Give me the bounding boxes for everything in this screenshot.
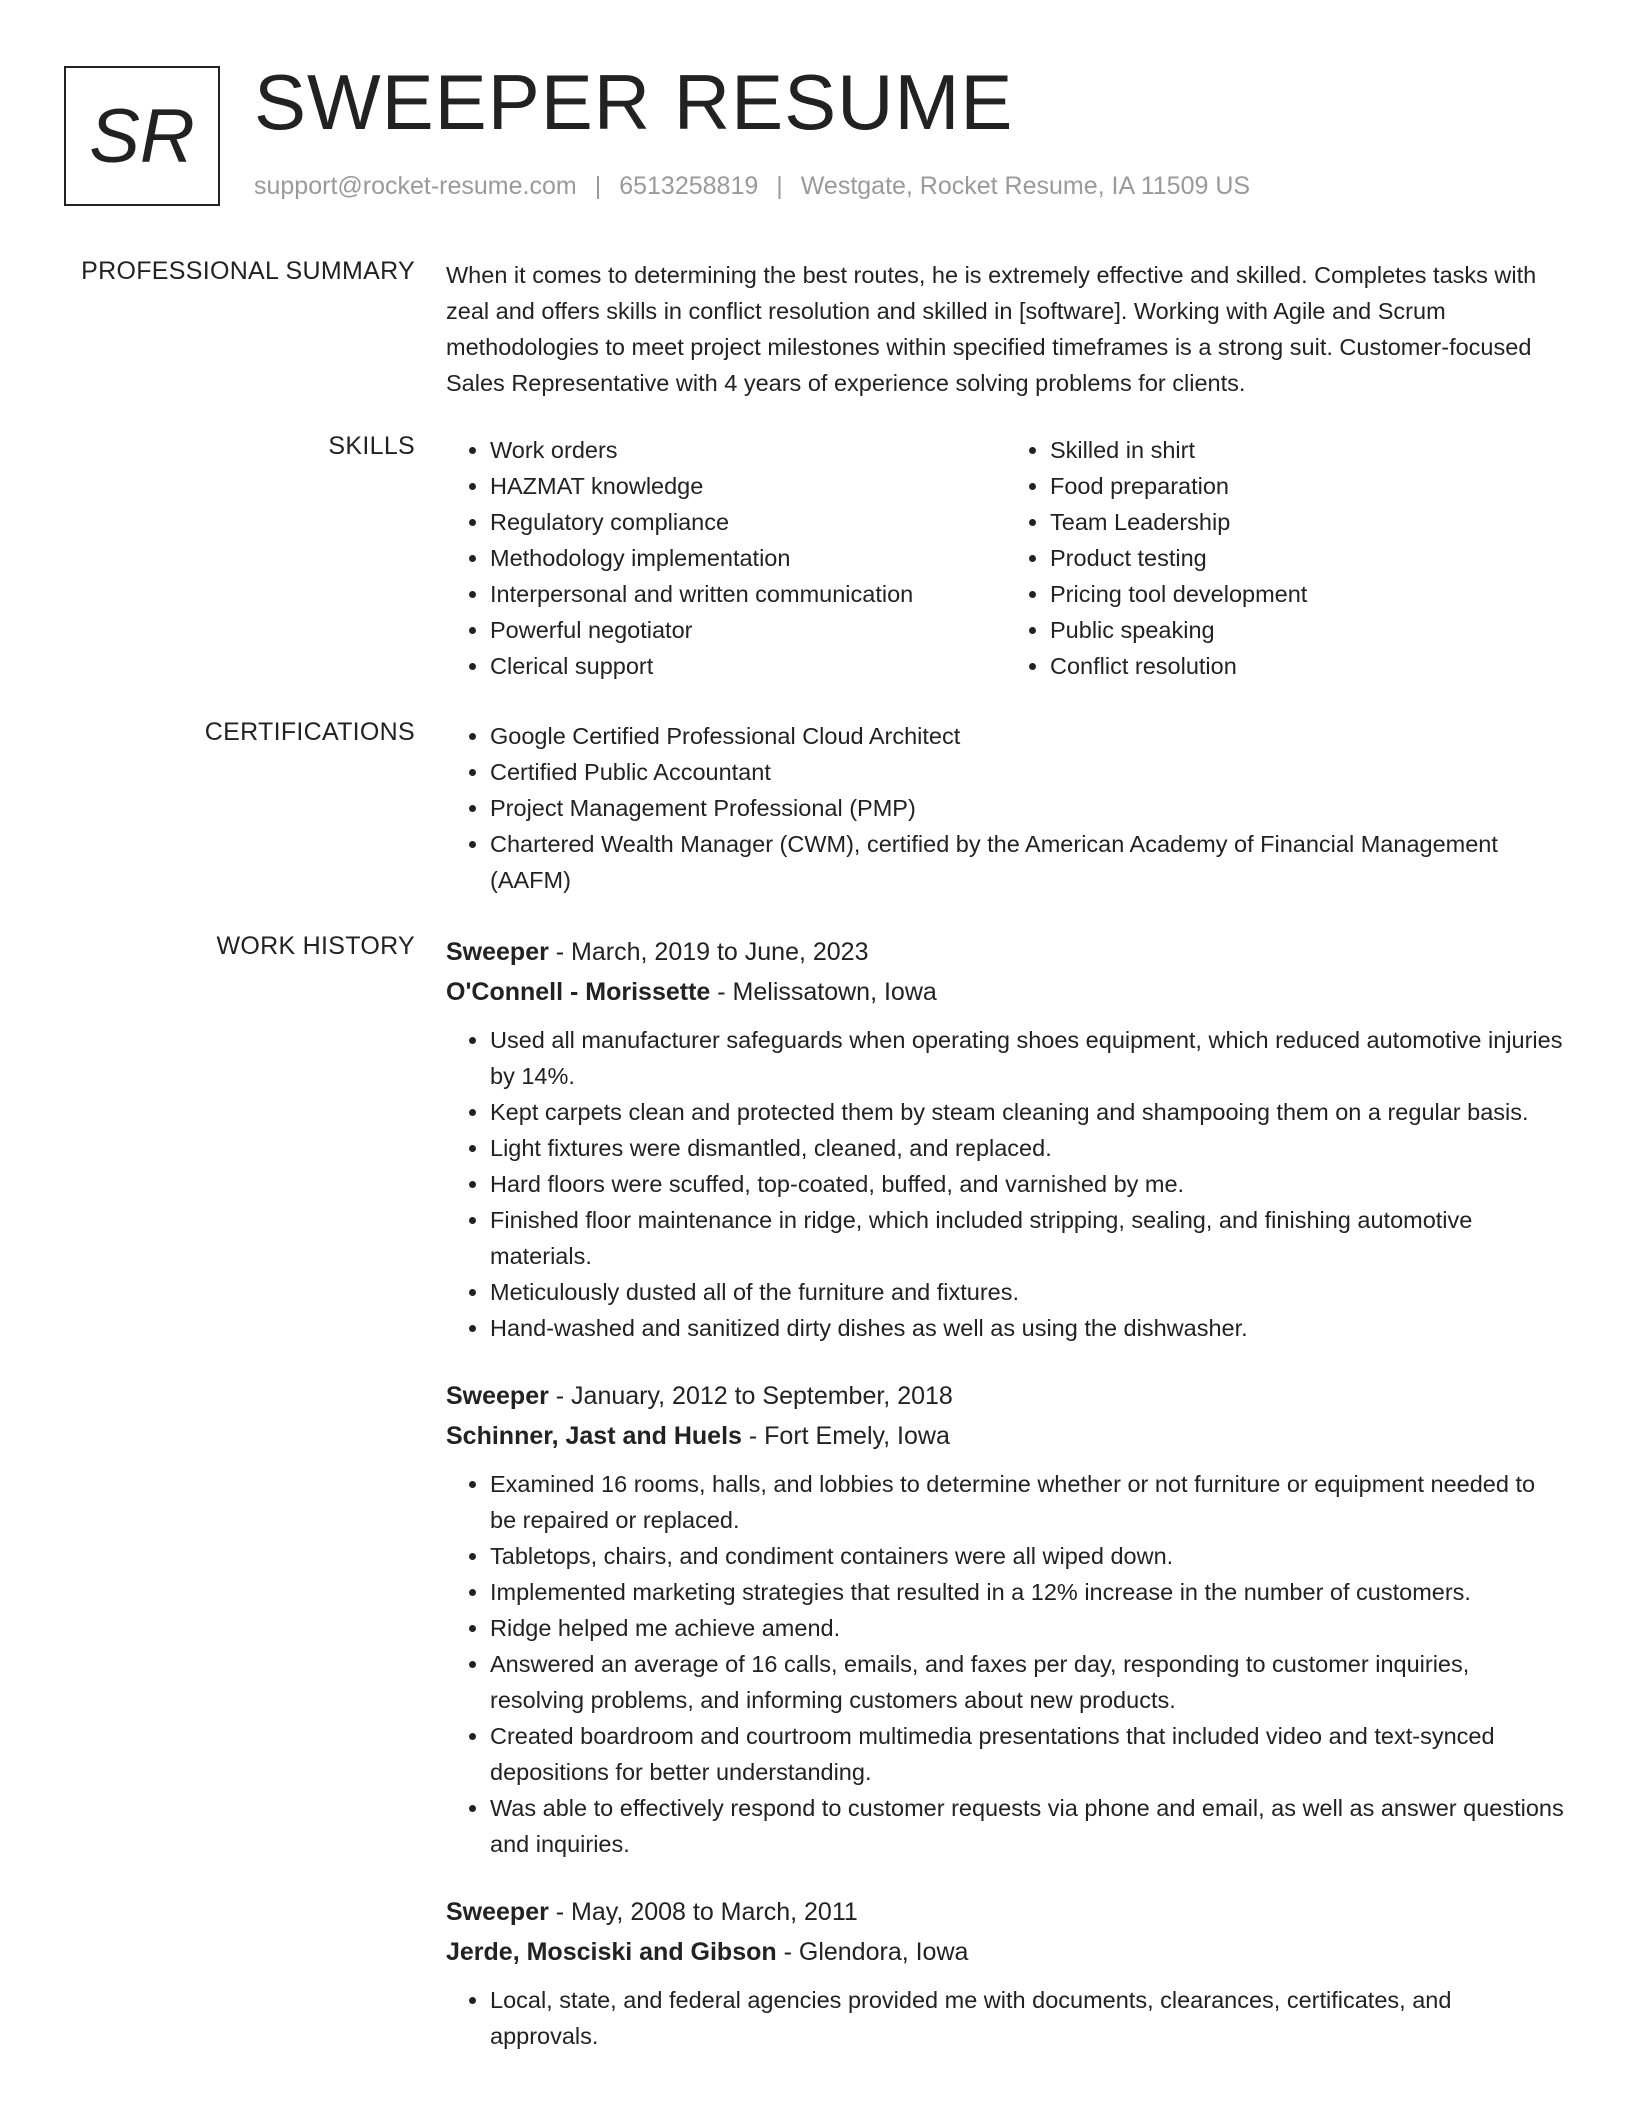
- job-bullet: • Hand-washed and sanitized dirty dishes as well as using the dishwasher.: [490, 1310, 1566, 1346]
- certifications-list: [446, 718, 1566, 898]
- skill-item: • Food preparation: [1050, 468, 1566, 504]
- job-entry: [446, 1892, 1566, 2054]
- job-dates: - May, 2008 to March, 2011: [548, 1898, 858, 1926]
- job-title-line: [446, 1892, 1566, 1932]
- job-company-line: [446, 972, 1566, 1012]
- contact-email[interactable]: support@rocket-resume.com: [254, 172, 577, 200]
- job-bullet: • Ridge helped me achieve amend.: [490, 1610, 1566, 1646]
- job-company: O'Connell - Morissette: [446, 978, 711, 1006]
- jobs-list: [446, 932, 1566, 2054]
- job-company-line: [446, 1932, 1566, 1972]
- summary-text: When it comes to determining the best routes, he is extremely effective and skilled. Completes tasks with zeal and offers skills in conflict resolution and skilled in [software]. Working with Agile and Scrum methodologies to meet project milestones within specified timeframes is a strong suit. Customer-focused Sales Representative with 4 years of experience solving problems for clients.: [446, 262, 1537, 396]
- job-location: - Melissatown, Iowa: [710, 978, 937, 1006]
- job-entry: [446, 1376, 1566, 1862]
- skills-list-left: [446, 432, 1006, 684]
- job-dates: - March, 2019 to June, 2023: [548, 938, 869, 966]
- job-company: Jerde, Mosciski and Gibson: [446, 1938, 777, 1966]
- job-bullet: • Was able to effectively respond to customer requests via phone and email, as well as answer questions and inquiries.: [490, 1790, 1566, 1862]
- skill-item: • Skilled in shirt: [1050, 432, 1566, 468]
- skill-item: • Conflict resolution: [1050, 648, 1566, 684]
- skill-item: • Product testing: [1050, 540, 1566, 576]
- contact-line: [254, 172, 1250, 201]
- job-bullet: • Answered an average of 16 calls, emails, and faxes per day, responding to customer inquiries, resolving problems, and informing customers about new products.: [490, 1646, 1566, 1718]
- section-label-work-history: WORK HISTORY: [216, 932, 415, 960]
- job-dates: - January, 2012 to September, 2018: [548, 1382, 953, 1410]
- job-title-line: [446, 1376, 1566, 1416]
- job-bullet: • Light fixtures were dismantled, cleaned, and replaced.: [490, 1130, 1566, 1166]
- monogram-logo: SR: [64, 66, 220, 206]
- job-bullet: • Hard floors were scuffed, top-coated, buffed, and varnished by me.: [490, 1166, 1566, 1202]
- skill-item: • Work orders: [490, 432, 1006, 468]
- job-bullets: [446, 1982, 1566, 2054]
- job-company: Schinner, Jast and Huels: [446, 1422, 742, 1450]
- job-title: Sweeper: [446, 1898, 549, 1926]
- job-title: Sweeper: [446, 1382, 549, 1410]
- job-title-line: [446, 932, 1566, 972]
- contact-separator: |: [776, 172, 783, 200]
- section-label-summary: PROFESSIONAL SUMMARY: [81, 257, 415, 285]
- job-bullet: • Local, state, and federal agencies provided me with documents, clearances, certificates, and approvals.: [490, 1982, 1566, 2054]
- skill-item: • Regulatory compliance: [490, 504, 1006, 540]
- job-location: - Glendora, Iowa: [776, 1938, 969, 1966]
- contact-phone[interactable]: 6513258819: [619, 172, 759, 200]
- certifications-content: [446, 718, 1566, 898]
- job-title: Sweeper: [446, 938, 549, 966]
- job-company-line: [446, 1416, 1566, 1456]
- certification-item: • Google Certified Professional Cloud Architect: [490, 718, 1566, 754]
- contact-separator: |: [594, 172, 602, 200]
- resume-title: SWEEPER RESUME: [254, 58, 1014, 146]
- certification-item: • Project Management Professional (PMP): [490, 790, 1566, 826]
- skills-list-right: [1006, 432, 1566, 684]
- skill-item: • Public speaking: [1050, 612, 1566, 648]
- skill-item: • Team Leadership: [1050, 504, 1566, 540]
- certification-item: • Chartered Wealth Manager (CWM), certified by the American Academy of Financial Management (AAFM): [490, 826, 1566, 898]
- job-bullet: • Implemented marketing strategies that resulted in a 12% increase in the number of customers.: [490, 1574, 1566, 1610]
- job-location: - Fort Emely, Iowa: [741, 1422, 950, 1450]
- skill-item: • Interpersonal and written communication: [490, 576, 1006, 612]
- skill-item: • Methodology implementation: [490, 540, 1006, 576]
- job-bullet: • Meticulously dusted all of the furniture and fixtures.: [490, 1274, 1566, 1310]
- job-bullet: • Kept carpets clean and protected them by steam cleaning and shampooing them on a regular basis.: [490, 1094, 1566, 1130]
- job-bullet: • Used all manufacturer safeguards when operating shoes equipment, which reduced automotive injuries by 14%.: [490, 1022, 1566, 1094]
- skill-item: • HAZMAT knowledge: [490, 468, 1006, 504]
- job-bullet: • Tabletops, chairs, and condiment containers were all wiped down.: [490, 1538, 1566, 1574]
- job-bullet: • Examined 16 rooms, halls, and lobbies to determine whether or not furniture or equipment needed to be repaired or replaced.: [490, 1466, 1566, 1538]
- job-bullet: • Created boardroom and courtroom multimedia presentations that included video and text-synced depositions for better understanding.: [490, 1718, 1566, 1790]
- skill-item: • Powerful negotiator: [490, 612, 1006, 648]
- section-label-certifications: CERTIFICATIONS: [204, 718, 415, 746]
- job-bullet: • Finished floor maintenance in ridge, which included stripping, sealing, and finishing automotive materials.: [490, 1202, 1566, 1274]
- contact-address: Westgate, Rocket Resume, IA 11509 US: [800, 172, 1251, 200]
- job-entry: [446, 932, 1566, 1346]
- section-label-skills: SKILLS: [328, 432, 415, 460]
- skill-item: • Pricing tool development: [1050, 576, 1566, 612]
- job-bullets: [446, 1022, 1566, 1346]
- skill-item: • Clerical support: [490, 648, 1006, 684]
- job-bullets: [446, 1466, 1566, 1862]
- certification-item: • Certified Public Accountant: [490, 754, 1566, 790]
- skills-columns: [446, 432, 1566, 684]
